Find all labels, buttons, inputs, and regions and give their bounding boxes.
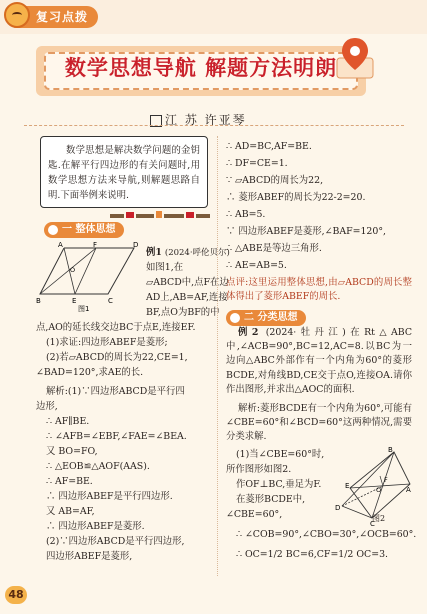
fig2-label-e: E [345, 482, 350, 490]
example-1-line: (2)若▱ABCD的周长为22,CE=1, [46, 352, 188, 363]
solution-line: ∴ 四边形ABEF是菱形. [46, 521, 145, 532]
case-line: 在菱形BCDE中, [236, 494, 306, 505]
solution-line: 边形, [36, 401, 58, 412]
section-tag-review: 复习点拨 [6, 6, 98, 28]
case-line: ∴ ∠COB=90°,∠CBO=30°,∠OCB=60°. [236, 529, 417, 540]
example-1-label: 例1 [146, 247, 162, 258]
example-2-body: (2024·牡丹江)在Rt△ABC中,∠ACB=90°,BC=12,AC=8.以BC为一边向△ABC外部作有一个内角为60°的菱形BCDE,对角线BD,CE交于点O,连接OA.请你作出图形,并求出△AOC的面积. [226, 327, 412, 395]
solution-line: ∴ △ABE是等边三角形. [226, 243, 322, 254]
solution-line: 又 AB=AF, [46, 506, 95, 517]
example-2-label: 例2 [238, 327, 259, 338]
example-1-line: ∠BAD=120°,求AE的长. [36, 367, 144, 378]
fig1-label-a: A [58, 242, 63, 249]
solution-line: ∵ 四边形ABEF是菱形,∠BAF=120°, [226, 226, 387, 237]
map-pin-icon [335, 36, 375, 80]
fig2-label-d: D [335, 504, 341, 512]
section-tag-holistic [44, 222, 124, 238]
author-name: 江 苏 许亚琴 [165, 113, 247, 127]
fig1-label-f: F [93, 242, 98, 249]
section-label: 分类思想 [257, 312, 298, 323]
fig1-label-c: C [108, 297, 113, 305]
fig2-label-a: A [406, 486, 411, 494]
solution-line: ∴ AB=5. [226, 209, 266, 220]
divider-line [24, 125, 404, 126]
solution-line: ∴ AF=BE. [46, 476, 93, 487]
fig1-label-d: D [133, 242, 138, 249]
figure-2-caption: 图2 [372, 514, 386, 523]
solution-line: 又 BO=FO, [46, 446, 98, 457]
example-1-line: 如图1,在 [146, 262, 184, 273]
solution-line: ∴ 四边形ABEF是平行四边形. [46, 491, 173, 502]
fig1-label-b: B [36, 297, 41, 305]
solution-line: ∴ △EOB≌△AOF(AAS). [46, 461, 150, 472]
section-number: 一 [62, 224, 72, 235]
solution-line: 解析:(1)∵四边形ABCD是平行四 [46, 386, 185, 397]
solution-line: 四边形ABEF是菱形, [46, 551, 133, 562]
example-1-line: 点,AO的延长线交边BC于点E,连接EF. [36, 322, 196, 333]
example-1-line: (1)求证:四边形ABEF是菱形; [46, 337, 168, 348]
solution-line: ∴ 菱形ABEF的周长为22-2=20. [226, 192, 366, 203]
example-2-analysis: 解析:菱形BCDE有一个内角为60°,可能有∠CBE=60°和∠BCD=60°这两种情况,需要分类求解. [226, 403, 412, 443]
fig2-label-o: O [376, 486, 382, 494]
solution-line: (2)∵四边形ABCD是平行四边形, [46, 536, 185, 547]
example-2-text [226, 326, 412, 397]
page-number: 48 [5, 586, 27, 604]
fig2-label-f: F [384, 476, 388, 484]
solution-line: ∴ AD=BC,AF=BE. [226, 141, 312, 152]
fig2-label-c: C [370, 520, 375, 528]
example-1-line: AD上,AB=AF,连接 [146, 292, 228, 303]
decorative-bar-icon [110, 210, 210, 218]
solution-line: ∵ ▱ABCD的周长为22, [226, 175, 324, 186]
example-1-source: (2024·呼伦贝尔) [164, 248, 230, 258]
case-line: ∠CBE=60°, [226, 509, 283, 520]
intro-box: 数学思想是解决数学问题的金钥匙.在解平行四边形的有关问题时,用数学思想方法来导航,则解题思路自明.下面举例来说明. [40, 136, 208, 208]
mascot-icon [4, 2, 30, 28]
page-title: 数学思想导航 解题方法明朗 [64, 56, 338, 80]
remark-1: 点评:这里运用整体思想,由▱ABCD的周长整体得出了菱形ABEF的周长. [226, 277, 412, 303]
solution-line: ∴ AE=AB=5. [226, 260, 287, 271]
fig2-label-b: B [388, 446, 393, 454]
column-divider [217, 136, 218, 576]
fig1-label-o: O [70, 266, 76, 274]
fig1-label-e: E [72, 297, 77, 305]
section-tag-classification [226, 310, 306, 326]
example-1-line: BF,点O为BF的中 [146, 307, 220, 318]
section-number: 二 [244, 312, 254, 323]
case-line: ∴ OC=1/2 BC=6,CF=1/2 OC=3. [236, 549, 389, 560]
solution-line: ∴ AF∥BE. [46, 416, 90, 427]
example-1-line: ▱ABCD中,点F在边 [146, 277, 229, 288]
figure-1-caption: 图1 [78, 305, 90, 312]
solution-line: ∴ DF=CE=1. [226, 158, 288, 169]
section-label: 整体思想 [75, 224, 116, 235]
case-line: 所作图形如图2. [226, 464, 292, 475]
figure-1 [36, 242, 138, 312]
case-line: 作OF⊥BC,垂足为F. [236, 479, 322, 490]
solution-line: ∴ ∠AFB=∠EBF,∠FAE=∠BEA. [46, 431, 187, 442]
case-line: (1)当∠CBE=60°时, [236, 449, 325, 460]
